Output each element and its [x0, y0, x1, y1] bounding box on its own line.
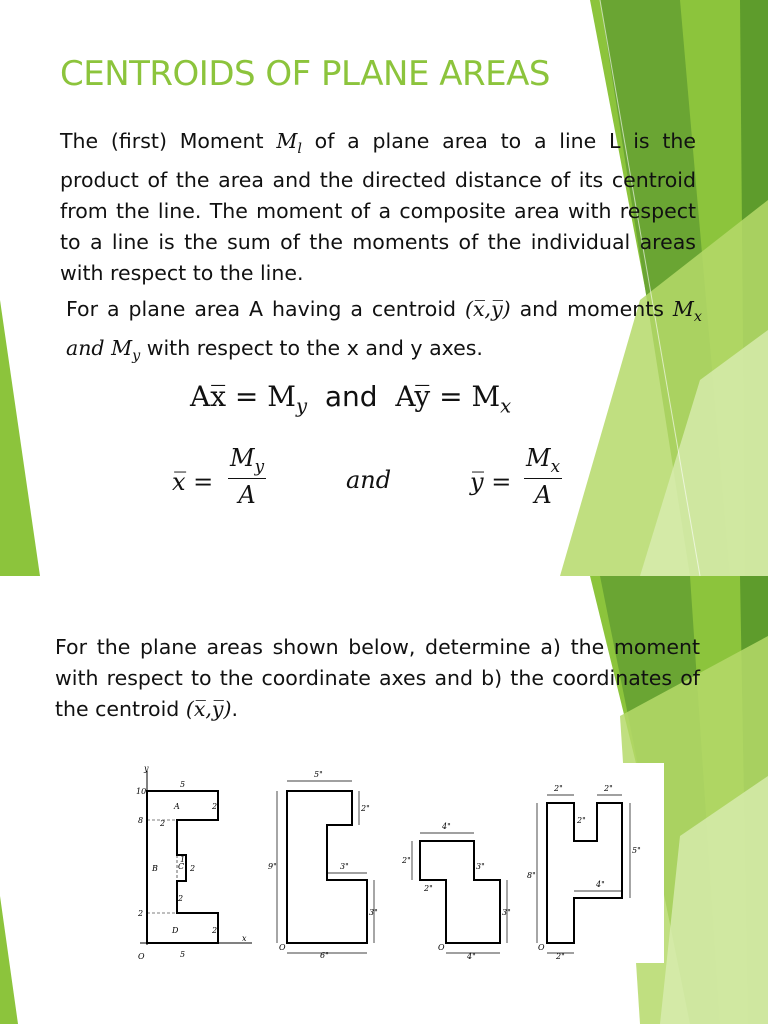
eq1-and: and	[307, 380, 396, 413]
problem-text-2: .	[231, 697, 239, 721]
figure-3	[401, 822, 511, 961]
ybar-fraction	[524, 444, 562, 509]
fig4-label-2a: 2"	[554, 784, 563, 793]
xbar-num-sub: y	[254, 455, 265, 476]
para2-text-2: and moments	[510, 297, 673, 321]
and-word: and	[66, 336, 112, 361]
centroid-symbol: (x̅,y̅)	[465, 297, 511, 321]
xbar-denominator: A	[238, 480, 256, 509]
xbar-fraction	[228, 444, 266, 509]
moment-symbol	[276, 129, 302, 158]
plane-area-figures	[122, 763, 664, 963]
fig1-label-2e: 2	[178, 894, 184, 903]
fig3-label-2a: 2"	[402, 856, 411, 865]
fig2-label-5: 5"	[314, 770, 323, 779]
problem-statement	[55, 632, 700, 725]
eq1-left-base: Ax̅ = M	[190, 380, 296, 413]
ybar-num-sub: x	[550, 455, 561, 476]
fig3-label-4a: 4"	[442, 822, 451, 831]
fig2-label-6: 6"	[320, 951, 329, 960]
fig4-label-5: 5"	[632, 846, 641, 855]
fig3-label-3b: 3"	[502, 908, 511, 917]
fig4-label-8: 8"	[527, 871, 536, 880]
ybar-denominator: A	[534, 480, 552, 509]
deco-left-triangle	[0, 300, 40, 576]
xbar-num-base: M	[230, 444, 255, 472]
figure-4	[527, 784, 641, 961]
xbar-numerator	[228, 444, 266, 479]
fig1-label-2a: 2	[138, 909, 144, 918]
eq1-left-sub: y	[295, 394, 308, 418]
mx-symbol	[672, 297, 703, 326]
equation-and: and	[346, 466, 392, 494]
fig1-label-2c: 2	[160, 819, 166, 828]
moment-symbol-base: M	[276, 129, 298, 153]
fig1-region-a: A	[174, 802, 180, 811]
fig1-label-x: x	[242, 934, 247, 943]
xbar-lhs: x̅ =	[172, 468, 214, 496]
ybar-lhs: y̅ =	[470, 468, 512, 496]
fig1-label-bot5: 5	[180, 950, 186, 959]
fig4-label-origin: O	[538, 943, 545, 952]
fig2-label-2: 2"	[361, 804, 370, 813]
centroid-definition-paragraph	[66, 294, 702, 372]
moment-definition-paragraph	[60, 126, 696, 289]
fig2-label-origin: O	[279, 943, 286, 952]
deco2-left-triangle	[0, 896, 18, 1024]
fig1-label-2b: 2	[212, 802, 218, 811]
slide-2	[0, 576, 768, 1024]
eq1-left	[190, 380, 308, 418]
fig1-region-c: C	[178, 862, 185, 871]
ybar-num-base: M	[526, 444, 551, 472]
fig1-region-d: D	[172, 926, 179, 935]
fig1-label-origin: O	[138, 952, 145, 961]
fig4-label-4: 4"	[596, 880, 605, 889]
mx-sub: x	[693, 309, 703, 326]
problem-text-1: For the plane areas shown below, determine a) the moment with respect to the coordinate axes and b) the coordinates of the centroid	[55, 635, 700, 721]
fig2-outline	[287, 791, 367, 943]
fig1-label-top5: 5	[180, 780, 186, 789]
fig4-label-2c: 2"	[604, 784, 613, 793]
eq1-right-sub: x	[500, 394, 512, 418]
fig3-label-4b: 4"	[467, 952, 476, 961]
fig1-label-1: 1	[180, 855, 186, 864]
ybar-numerator	[524, 444, 562, 479]
fig2-label-3a: 3"	[340, 862, 349, 871]
figures-svg	[122, 763, 664, 963]
fig4-label-2d: 2"	[556, 952, 565, 961]
my-sub: y	[132, 348, 141, 365]
figure-1	[136, 764, 252, 961]
eq1-right-base: Ay̅ = M	[395, 380, 501, 413]
eq1-right	[395, 380, 512, 418]
para1-text-2: of a plane area to a line L is the product of the area and the directed distance of its centroid from the line. The moment of a composite area with respect to a line is the sum of the moments of the individual areas with respect to the line.	[60, 129, 696, 286]
fig3-label-origin: O	[438, 943, 445, 952]
fig1-region-b: B	[152, 864, 158, 873]
mx-base: M	[672, 297, 694, 321]
moment-equation	[190, 380, 511, 418]
figure-2	[268, 770, 378, 960]
para2-text-3: with respect to the x and y axes.	[140, 336, 483, 361]
fig3-label-2b: 2"	[424, 884, 433, 893]
problem-centroid-symbol: (x̅,y̅)	[185, 697, 232, 721]
fig1-label-y: y	[144, 764, 149, 773]
fig2-label-9: 9"	[268, 862, 277, 871]
fig2-label-3b: 3"	[369, 908, 378, 917]
fig1-label-2d: 2	[190, 864, 196, 873]
fig1-label-2f: 2	[212, 926, 218, 935]
para2-text-1: For a plane area A having a centroid	[66, 297, 465, 321]
para1-text-1: The (first) Moment	[60, 129, 277, 153]
page-title: CENTROIDS OF PLANE AREAS	[60, 54, 550, 94]
fig4-label-2b: 2"	[577, 816, 586, 825]
my-base: M	[111, 336, 133, 361]
fig3-label-3a: 3"	[476, 862, 485, 871]
fig1-label-10: 10	[136, 787, 147, 796]
fig1-label-8: 8	[138, 816, 144, 825]
moment-symbol-sub: l	[297, 141, 302, 158]
my-symbol	[111, 336, 141, 365]
